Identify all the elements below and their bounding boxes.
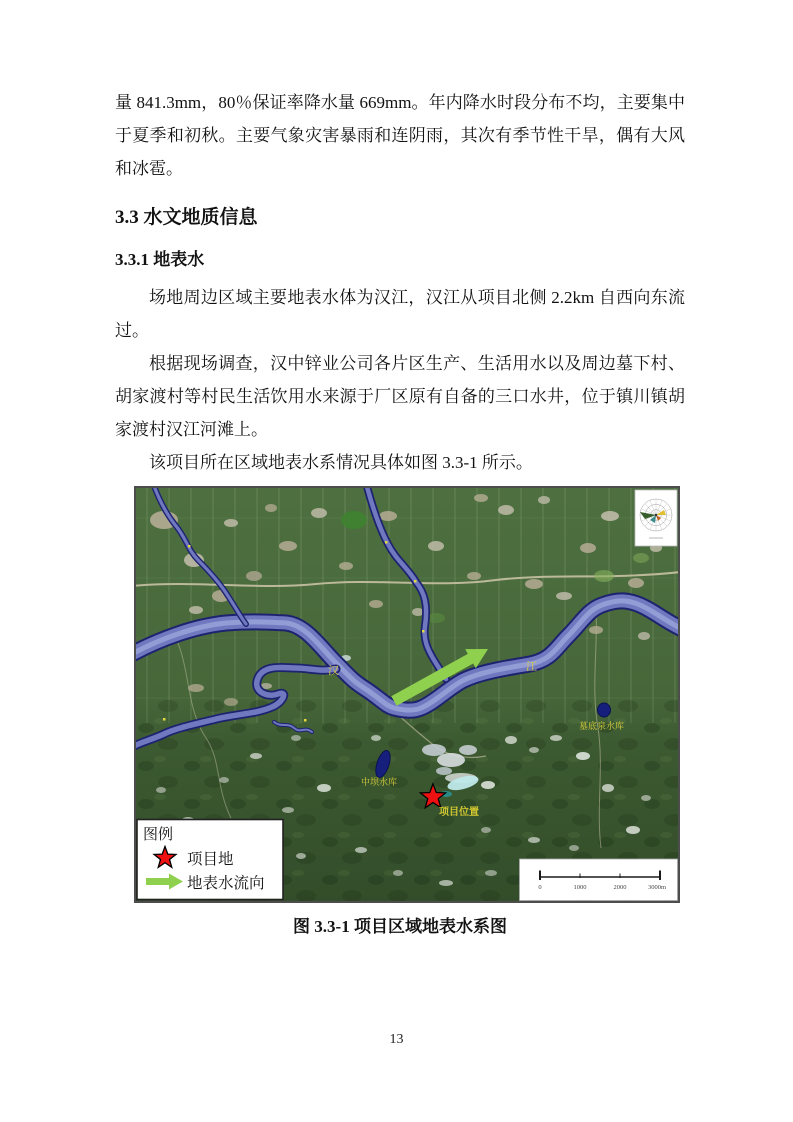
- scale-tick-0: 0: [538, 884, 542, 891]
- east-reservoir: [598, 703, 611, 717]
- paragraph-surface-water: 场地周边区域主要地表水体为汉江，汉江从项目北侧 2.2km 自西向东流过。: [115, 288, 685, 340]
- surface-water-map-figure: [134, 486, 680, 903]
- river-label-han: 汉: [328, 665, 339, 677]
- zhongba-reservoir-label: 中坝水库: [361, 777, 398, 787]
- page-number: 13: [389, 1032, 404, 1047]
- legend-item-project-site: 项目地: [187, 851, 234, 868]
- section-heading: 3.3 水文地质信息: [115, 207, 258, 228]
- river-label-jiang: 江: [526, 661, 537, 673]
- subsection-heading: 3.3.1 地表水: [115, 250, 205, 269]
- figure-caption: 图 3.3-1 项目区域地表水系图: [293, 917, 507, 936]
- legend-title: 图例: [143, 827, 174, 843]
- legend-item-flow-direction: 地表水流向: [187, 875, 265, 892]
- scale-bar: [520, 859, 678, 901]
- paragraph-rainfall: 量 841.3mm，80％保证率降水量 669mm。年内降水时段分布不均，主要集中于夏季和初秋。主要气象灾害暴雨和连阴雨，其次有季节性干旱，偶有大风和冰雹。: [115, 93, 685, 178]
- satellite-map: [136, 488, 678, 901]
- scale-tick-3000: 3000m: [647, 884, 667, 891]
- project-site-label: 项目位置: [439, 807, 479, 818]
- page-content: [115, 86, 685, 938]
- scale-tick-2000: 2000: [613, 884, 627, 891]
- paragraph-wells: 根据现场调查，汉中锌业公司各片区生产、生活用水以及周边墓下村、胡家渡村等村民生活饮用水来源于厂区原有自备的三口水井，位于镇川镇胡家渡村汉江河滩上。: [115, 354, 685, 439]
- wind-rose: [635, 490, 677, 546]
- scale-tick-1000: 1000: [573, 884, 587, 891]
- east-reservoir-label: 墓底泉水库: [579, 721, 625, 731]
- paragraph-figure-ref: 该项目所在区域地表水系情况具体如图 3.3-1 所示。: [149, 453, 533, 472]
- map-legend: [137, 820, 283, 900]
